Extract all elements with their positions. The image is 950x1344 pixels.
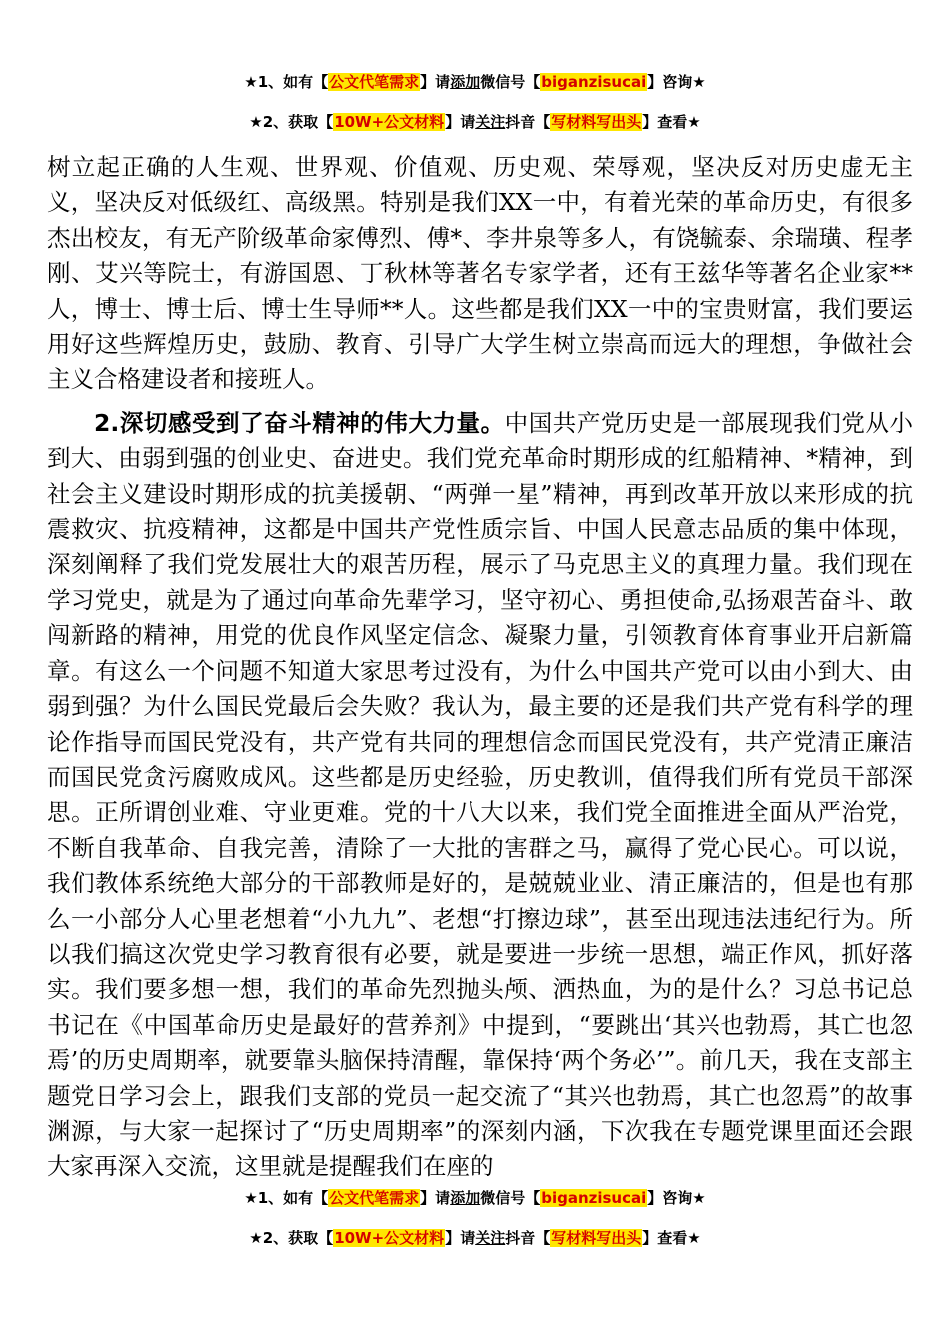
promo-underlined: 关注 bbox=[475, 113, 506, 131]
promo-text: 微信号【 bbox=[480, 73, 541, 91]
promo-underlined: 添加 bbox=[450, 73, 481, 91]
promo-douyin-id: 写材料写出头 bbox=[551, 113, 642, 131]
promo-text: 微信号【 bbox=[480, 1189, 541, 1207]
promo-wechat-id: biganzisucai bbox=[541, 1189, 647, 1207]
promo-highlight: 公文代笔需求 bbox=[329, 1189, 420, 1207]
promo-suffix: 】咨询★ bbox=[647, 1189, 706, 1207]
footer-promo-line-1 bbox=[0, 1187, 950, 1209]
promo-suffix: 】咨询★ bbox=[647, 73, 706, 91]
promo-text: 】请 bbox=[445, 113, 476, 131]
promo-wechat-id: biganzisucai bbox=[541, 73, 647, 91]
promo-text: 】请 bbox=[445, 1229, 476, 1247]
promo-suffix: 】查看★ bbox=[642, 113, 701, 131]
paragraph-2 bbox=[47, 406, 913, 1185]
promo-highlight: 公文代笔需求 bbox=[329, 73, 420, 91]
promo-underlined: 关注 bbox=[475, 1229, 506, 1247]
header-promo-line-2 bbox=[0, 111, 950, 133]
promo-suffix: 】查看★ bbox=[642, 1229, 701, 1247]
promo-prefix: ★1、如有【 bbox=[244, 73, 329, 91]
promo-douyin-id: 写材料写出头 bbox=[551, 1229, 642, 1247]
promo-underlined: 添加 bbox=[450, 1189, 481, 1207]
promo-highlight: 10W+公文材料 bbox=[334, 1229, 445, 1247]
promo-text: 】请 bbox=[420, 73, 451, 91]
promo-text: 】请 bbox=[420, 1189, 451, 1207]
header-promo-line-1 bbox=[0, 71, 950, 93]
promo-highlight: 10W+公文材料 bbox=[334, 113, 445, 131]
promo-text: 抖音【 bbox=[505, 113, 551, 131]
promo-text: 抖音【 bbox=[505, 1229, 551, 1247]
document-body bbox=[47, 150, 913, 1185]
promo-prefix: ★2、获取【 bbox=[249, 1229, 334, 1247]
paragraph-2-heading: 2.深切感受到了奋斗精神的伟大力量。 bbox=[94, 408, 505, 437]
paragraph-2-body: 中国共产党历史是一部展现我们党从小到大、由弱到强的创业史、奋进史。我们党充革命时期形成的红船精神、*精神，到社会主义建设时期形成的抗美援朝、“两弹一星”精神，再到改革开放以来形成的抗震救灾、抗疫精神，这都是中国共产党性质宗旨、中国人民意志品质的集中体现，深刻阐释了我们党发展壮大的艰苦历程，展示了马克思主义的真理力量。我们现在学习党史，就是为了通过向革命先辈学习，坚守初心、勇担使命,弘扬艰苦奋斗、敢闯新路的精神，用党的优良作风坚定信念、凝聚力量，引领教育体育事业开启新篇章。有这么一个问题不知道大家思考过没有，为什么中国共产党可以由小到大、由弱到强？为什么国民党最后会失败？我认为，最主要的还是我们共产党有科学的理论作指导而国民党没有，共产党有共同的理想信念而国民党没有，共产党清正廉洁而国民党贪污腐败成风。这些都是历史经验，历史教训，值得我们所有党员干部深思。正所谓创业难、守业更难。党的十八大以来，我们党全面推进全面从严治党，不断自我革命、自我完善，清除了一大批的害群之马，赢得了党心民心。可以说，我们教体系统绝大部分的干部教师是好的，是兢兢业业、清正廉洁的，但是也有那么一小部分人心里老想着“小九九”、老想“打擦边球”，甚至出现违法违纪行为。所以我们搞这次党史学习教育很有必要，就是要进一步统一思想，端正作风，抓好落实。我们要多想一想，我们的革命先烈抛头颅、洒热血，为的是什么？习总书记总书记在《中国革命历史是最好的营养剂》中提到，“要跳出‘其兴也勃焉，其亡也忽焉’的历史周期率，就要靠头脑保持清醒，靠保持‘两个务必’”。前几天，我在支部主题党日学习会上，跟我们支部的党员一起交流了“其兴也勃焉，其亡也忽焉”的故事渊源，与大家一起探讨了“历史周期率”的深刻内涵，下次我在专题党课里面还会跟大家再深入交流，这里就是提醒我们在座的 bbox=[47, 408, 914, 1181]
footer-promo-line-2 bbox=[0, 1227, 950, 1249]
promo-prefix: ★1、如有【 bbox=[244, 1189, 329, 1207]
paragraph-1: 树立起正确的人生观、世界观、价值观、历史观、荣辱观，坚决反对历史虚无主义，坚决反对低级红、高级黑。特别是我们XX一中，有着光荣的革命历史，有很多杰出校友，有无产阶级革命家傅烈、傅*、李井泉等多人，有饶毓泰、余瑞璜、程孝刚、艾兴等院士，有游国恩、丁秋林等著名专家学者，还有王兹华等著名企业家**人，博士、博士后、博士生导师**人。这些都是我们XX一中的宝贵财富，我们要运用好这些辉煌历史，鼓励、教育、引导广大学生树立崇高而远大的理想，争做社会主义合格建设者和接班人。 bbox=[47, 153, 913, 394]
promo-prefix: ★2、获取【 bbox=[249, 113, 334, 131]
